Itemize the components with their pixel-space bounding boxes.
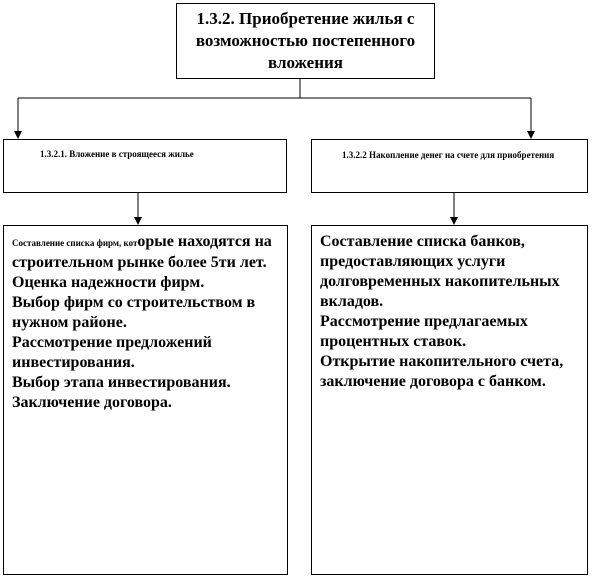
left-head-arrowhead: [134, 217, 142, 225]
right-head-arrowhead: [450, 217, 458, 225]
left-details-line: Оценка надежности фирм.: [12, 274, 205, 291]
right-details-line: Составление списка банков, предоставляющих услуги долговременных накопительных вкладов.: [320, 233, 560, 310]
right-branch-header-text: 1.3.2.2 Накопление денег на счете для приобретения: [342, 150, 555, 160]
root-title: 1.3.2. Приобретение жилья с возможностью постепенного вложения: [195, 9, 416, 72]
right-drop-arrowhead: [527, 131, 535, 139]
root-node: [176, 3, 435, 79]
left-details-line: Заключение договора.: [12, 394, 172, 411]
right-details-line: Открытие накопительного счета, заключение договора с банком.: [320, 353, 564, 390]
right-details-line: Рассмотрение предлагаемых процентных ставок.: [320, 313, 528, 350]
left-details-line: орые находятся на строительном рынке более 5ти лет.: [12, 233, 272, 271]
left-branch-header: [3, 139, 287, 193]
left-details-lead: Составление списка фирм, кот: [12, 238, 138, 248]
left-details-line: Выбор фирм со строительством в нужном районе.: [12, 294, 256, 331]
left-details-line: Выбор этапа инвестирования.: [12, 374, 231, 391]
left-details-line: Рассмотрение предложений инвестирования.: [12, 334, 212, 371]
right-branch-details: [311, 225, 588, 575]
left-branch-details: [3, 225, 288, 575]
left-branch-header-text: 1.3.2.1. Вложение в строящееся жилье: [40, 149, 194, 159]
right-branch-header: [311, 139, 588, 193]
left-drop-arrowhead: [14, 131, 22, 139]
